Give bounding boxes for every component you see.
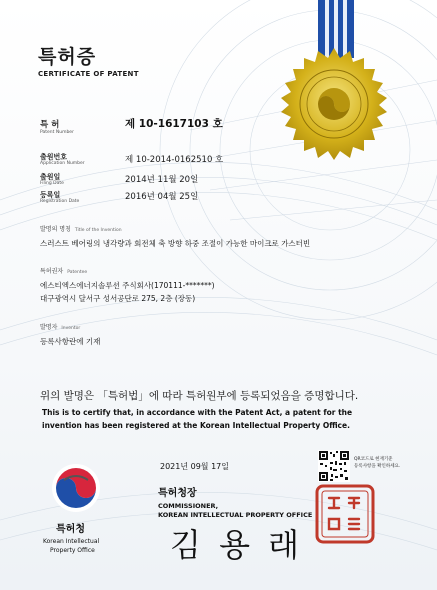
certification-en-line1: This is to certify that, in accordance with the Patent Act, a patent for the [42,408,353,417]
filing-label-en: Filing Date [40,181,64,186]
office-name-ko: 특허청 [56,524,85,535]
patentee-label [40,266,87,275]
qr-code-icon[interactable] [318,450,350,482]
filing-date: 2014년 11월 20일 [125,175,199,185]
inventor-value: 등록사항란에 기재 [40,337,101,346]
qr-note-line2: 등록사항을 확인하세요. [354,464,401,469]
issue-date: 2021년 09월 17일 [160,462,229,471]
official-stamp-icon [313,482,377,546]
patentee-label-en: Patentee [67,270,88,275]
kipo-logo-icon [50,462,102,514]
office-name-en-line2: Property Office [50,547,95,554]
commissioner-ko: 특허청장 [158,488,197,499]
gold-seal-icon [278,48,390,160]
invention-label-en: Title of the Invention [74,228,122,233]
patent-label-en: Patent Number [40,130,74,135]
patentee-name: 에스티엑스에너지솔루션 주식회사(170111-*******) [40,281,215,290]
qr-note-line1: QR코드로 현재기준 [354,457,393,462]
filing-label-ko: 출원일 [40,173,61,181]
patent-label-ko: 특 허 [40,120,60,130]
office-name-en-line1: Korean Intellectual [43,538,100,545]
inventor-label-en: Inventor [61,326,81,331]
commissioner-en-line1: COMMISSIONER, [158,502,219,510]
application-label-ko: 출원번호 [40,153,68,161]
commissioner-signature: 김 용 래 [170,526,304,564]
inventor-label-ko: 발명자 [40,324,58,331]
registration-label-en: Registration Date [40,199,80,204]
patentee-label-ko: 특허권자 [40,268,64,275]
certificate-title-en: CERTIFICATE OF PATENT [38,70,139,78]
patentee-address: 대구광역시 달서구 성서공단로 275, 2층 (장동) [40,294,196,303]
certificate-title-ko: 특허증 [38,46,97,68]
registration-date: 2016년 04월 25일 [125,192,199,202]
registration-label-ko: 등록일 [40,191,61,199]
commissioner-en-line2: KOREAN INTELLECTUAL PROPERTY OFFICE [158,511,313,519]
invention-label-ko: 발명의 명칭 [40,226,71,233]
certification-ko: 위의 발명은 「특허법」에 따라 특허원부에 등록되었음을 증명합니다. [40,390,359,402]
application-label-en: Application Number [40,161,85,166]
patent-number: 제 10-1617103 호 [125,118,223,130]
inventor-label [40,322,80,331]
invention-label [40,224,122,233]
invention-title: 스러스트 베어링의 냉각량과 회전체 축 방향 하중 조절이 가능한 마이크로 가스터빈 [40,239,311,248]
application-number: 제 10-2014-0162510 호 [125,155,224,165]
certification-en-line2: invention has been registered at the Korean Intellectual Property Office. [42,421,350,430]
